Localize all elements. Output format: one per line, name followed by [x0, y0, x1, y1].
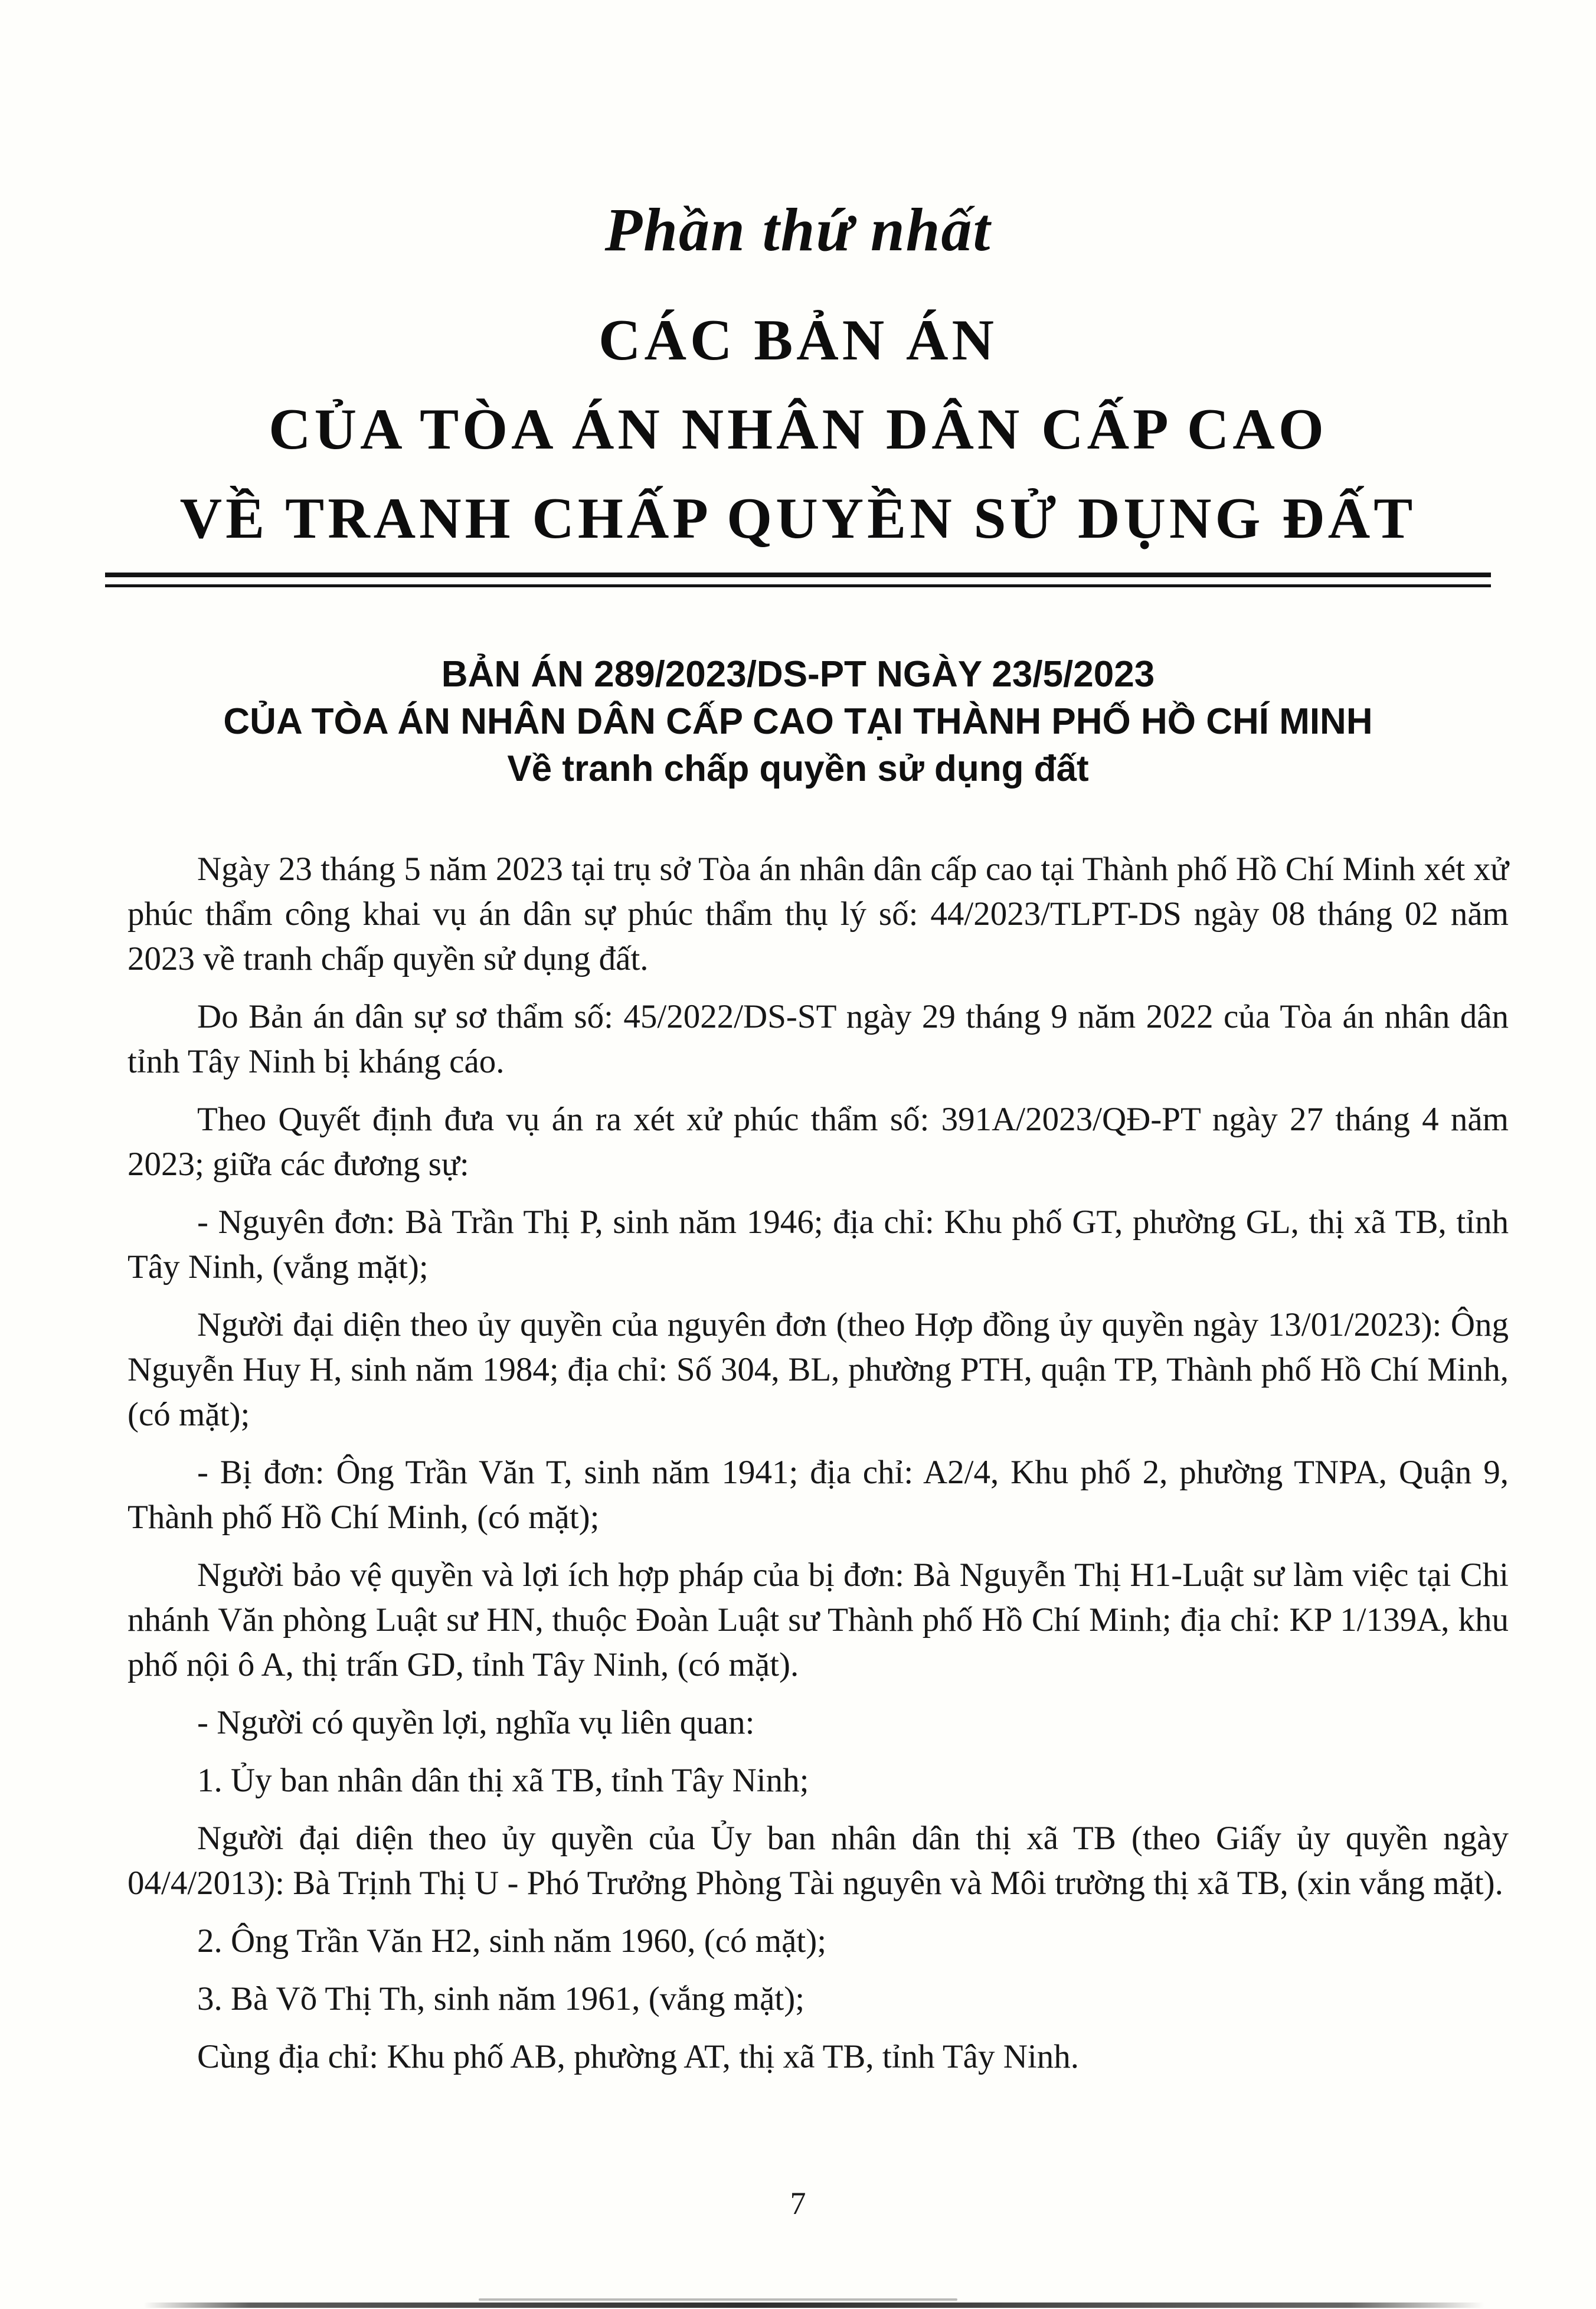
paragraph-committee-rep: Người đại diện theo ủy quyền của Ủy ban nhân dân thị xã TB (theo Giấy ủy quyền ngày 04/4/2013): Bà Trịnh Thị U - Phó Trưởng Phòng Tài nguyên và Môi trường thị xã TB, (xin vắng mặt).	[127, 1820, 1509, 1902]
rule-bottom	[105, 584, 1491, 587]
main-title-line-2: CỦA TÒA ÁN NHÂN DÂN CẤP CAO	[269, 397, 1327, 462]
main-title-line-1: CÁC BẢN ÁN	[598, 308, 997, 372]
judgment-body	[0, 847, 1596, 2079]
paragraph-related-party-1: 1. Ủy ban nhân dân thị xã TB, tỉnh Tây Ninh;	[197, 1762, 809, 1799]
scan-edge-artifact	[143, 2303, 1484, 2308]
case-heading	[0, 651, 1596, 793]
paragraph-related-party-2: 2. Ông Trần Văn H2, sinh năm 1960, (có mặt);	[197, 1922, 827, 1960]
paragraph-plaintiff: - Nguyên đơn: Bà Trần Thị P, sinh năm 1946; địa chỉ: Khu phố GT, phường GL, thị xã TB, tỉnh Tây Ninh, (vắng mặt);	[127, 1203, 1509, 1286]
page-number: 7	[790, 2186, 806, 2221]
paragraph-appeal-decision: Theo Quyết định đưa vụ án ra xét xử phúc thẩm số: 391A/2023/QĐ-PT ngày 27 tháng 4 năm 2023; giữa các đương sự:	[127, 1101, 1509, 1183]
case-heading-line-2: CỦA TÒA ÁN NHÂN DÂN CẤP CAO TẠI THÀNH PHỐ HỒ CHÍ MINH	[223, 701, 1373, 742]
paragraph-shared-address: Cùng địa chỉ: Khu phố AB, phường AT, thị xã TB, tỉnh Tây Ninh.	[197, 2038, 1079, 2075]
case-heading-line-1: BẢN ÁN 289/2023/DS-PT NGÀY 23/5/2023	[441, 654, 1155, 695]
paragraph-defendant: - Bị đơn: Ông Trần Văn T, sinh năm 1941; địa chỉ: A2/4, Khu phố 2, phường TNPA, Quận 9, Thành phố Hồ Chí Minh, (có mặt);	[127, 1454, 1509, 1536]
main-title	[0, 296, 1596, 563]
rule-top	[105, 573, 1491, 577]
paragraph-plaintiff-rep: Người đại diện theo ủy quyền của nguyên đơn (theo Hợp đồng ủy quyền ngày 13/01/2023): Ông Nguyễn Huy H, sinh năm 1984; địa chỉ: Số 304, BL, phường PTH, quận TP, Thành phố Hồ Chí Minh, (có mặt);	[127, 1306, 1509, 1433]
scan-edge-artifact-secondary	[479, 2298, 957, 2301]
paragraph-intro-hearing: Ngày 23 tháng 5 năm 2023 tại trụ sở Tòa án nhân dân cấp cao tại Thành phố Hồ Chí Minh xét xử phúc thẩm công khai vụ án dân sự phúc thẩm thụ lý số: 44/2023/TLPT-DS ngày 08 tháng 02 năm 2023 về tranh chấp quyền sử dụng đất.	[127, 851, 1509, 977]
paragraph-related-parties: - Người có quyền lợi, nghĩa vụ liên quan:	[197, 1704, 755, 1741]
paragraph-first-instance: Do Bản án dân sự sơ thẩm số: 45/2022/DS-ST ngày 29 tháng 9 năm 2022 của Tòa án nhân dân tỉnh Tây Ninh bị kháng cáo.	[127, 998, 1509, 1080]
double-underline-rule	[105, 573, 1491, 587]
case-heading-line-3: Về tranh chấp quyền sử dụng đất	[507, 748, 1089, 789]
paragraph-defendant-lawyer: Người bảo vệ quyền và lợi ích hợp pháp của bị đơn: Bà Nguyễn Thị H1-Luật sư làm việc tại Chi nhánh Văn phòng Luật sư HN, thuộc Đoàn Luật sư Thành phố Hồ Chí Minh; địa chỉ: KP 1/139A, khu phố nội ô A, thị trấn GD, tỉnh Tây Ninh, (có mặt).	[127, 1556, 1509, 1683]
part-title: Phần thứ nhất	[604, 196, 992, 264]
main-title-line-3: VỀ TRANH CHẤP QUYỀN SỬ DỤNG ĐẤT	[179, 486, 1417, 551]
paragraph-related-party-3: 3. Bà Võ Thị Th, sinh năm 1961, (vắng mặt);	[197, 1980, 805, 2017]
